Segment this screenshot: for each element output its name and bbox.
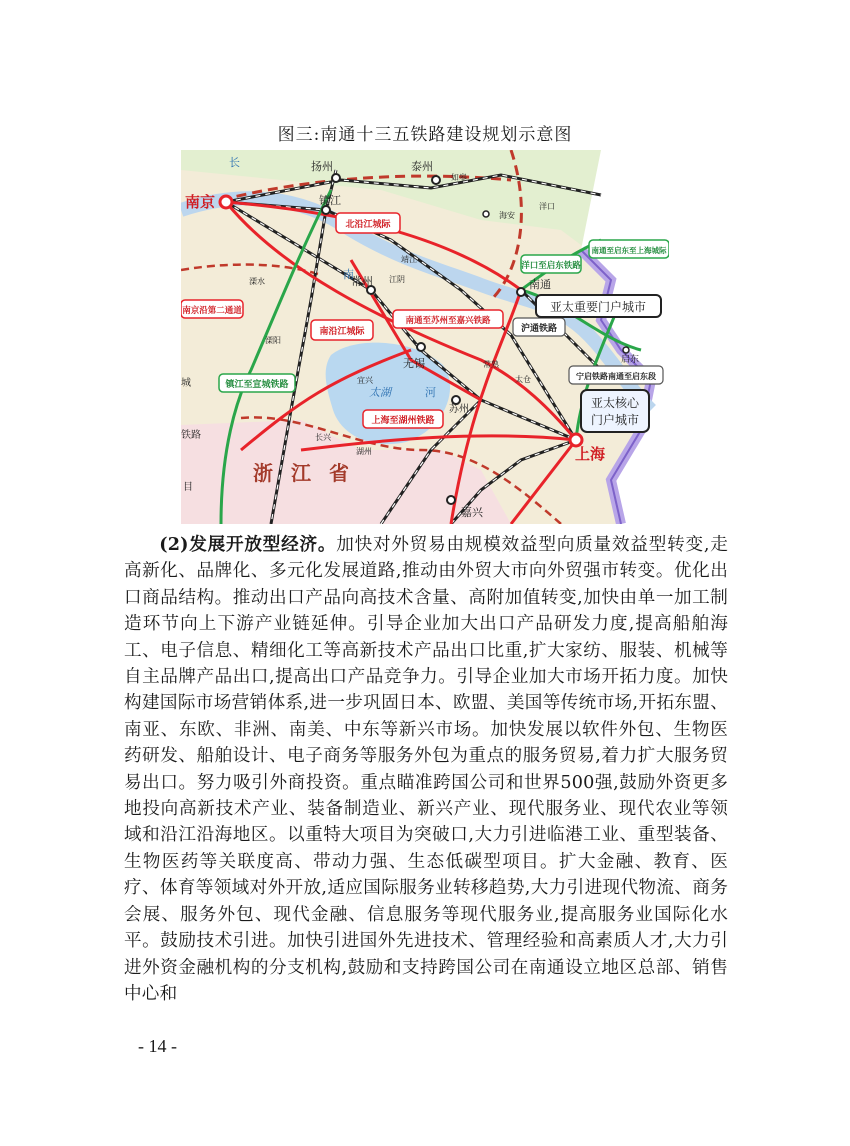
map-label-wuxi: 无锡 <box>403 357 425 370</box>
callout-nanjing-second: 南京沿第二通道 <box>182 306 242 316</box>
map-label-jiangyin: 江阴 <box>389 275 405 284</box>
map-label-taihu: 太湖 <box>369 386 391 399</box>
map-label-jiaxing: 嘉兴 <box>461 506 483 519</box>
railway-map <box>181 150 669 524</box>
map-label-rugao: 如皋 <box>451 173 467 182</box>
page-number: - 14 - <box>138 1036 177 1056</box>
map-label-nantong: 南通 <box>529 278 551 291</box>
map-label-suzhou: 苏州 <box>449 404 469 415</box>
callout-core-gateway-line1: 亚太核心 <box>590 396 640 410</box>
map-label-qidong: 启东 <box>621 355 640 365</box>
map-label-edge-lu: 铁路 <box>181 430 201 441</box>
map-label-changshu: 常熟 <box>483 360 499 369</box>
map-label-zhenjiang: 镇江 <box>319 194 341 207</box>
map-label-changxing: 长兴 <box>315 433 331 442</box>
map-label-taicang: 太仓 <box>515 375 531 384</box>
body-paragraph <box>124 532 728 1007</box>
paragraph-body: 加快对外贸易由规模效益型向质量效益型转变,走高新化、品牌化、多元化发展道路,推动由外贸大市向外贸强市转变。优化出口商品结构。推动出口产品向高技术含量、高附加值转变,加快由单一加工制造环节向上下游产业链延伸。引导企业加大出口产品研发力度,提高船舶海工、电子信息、精细化工等高新技术产品出口比重,扩大家纺、服装、机械等自主品牌产品出口,提高出口产品竞争力。引导企业加大市场开拓力度。加快构建国际市场营销体系,进一步巩固日本、欧盟、美国等传统市场,开拓东盟、南亚、东欧、非洲、南美、中东等新兴市场。加快发展以软件外包、生物医药研发、船舶设计、电子商务等服务外包为重点的服务贸易,着力扩大服务贸易出口。努力吸引外商投资。重点瞄准跨国公司和世界500强,鼓励外资更多地投向高新技术产业、装备制造业、新兴产业、现代服务业、现代农业等领域和沿江沿海地区。以重特大项目为突破口,大力引进临港工业、重型装备、生物医药等关联度高、带动力强、生态低碳型项目。扩大金融、教育、医疗、体育等领域对外开放,适应国际服务业转移趋势,大力引进现代物流、商务会展、服务外包、现代金融、信息服务等现代服务业,提高服务业国际化水平。鼓励技术引进。加快引进国外先进技术、管理经验和高素质人才,大力引进外资金融机构的分支机构,鼓励和支持跨国公司在南通设立地区总部、销售中心和 <box>124 535 728 1004</box>
paragraph-lead: (2)发展开放型经济。 <box>159 534 337 555</box>
map-label-taizhou: 泰州 <box>411 160 433 173</box>
callout-core-gateway-line2: 门户城市 <box>590 413 640 427</box>
map-label-zhejiang: 浙江省 <box>253 461 367 485</box>
map-label-liyang: 溧阳 <box>265 336 281 345</box>
map-label-huzhou: 湖州 <box>356 447 372 456</box>
map-label-edge-mu: 目 <box>183 482 193 493</box>
callout-yangkou-qidong: 洋口至启东铁路 <box>521 261 581 271</box>
map-label-changzhou: 常州 <box>351 275 373 288</box>
figure-title: 图三:南通十三五铁路建设规划示意图 <box>277 125 573 145</box>
callout-south-river-line: 南沿江城际 <box>319 327 365 337</box>
callout-ningqi: 宁启铁路南通至启东段 <box>576 372 656 381</box>
map-label-nanjing: 南京 <box>185 193 216 211</box>
map-label-edge-cheng: 城 <box>181 378 191 389</box>
callout-shanghai-huzhou: 上海至湖州铁路 <box>371 416 435 426</box>
map-label-yixing: 宜兴 <box>357 376 373 385</box>
callout-gateway-city: 亚太重要门户城市 <box>549 300 647 314</box>
map-label-river-he: 河 <box>425 386 436 399</box>
callout-zhenjiang-xuancheng: 镇江至宣城铁路 <box>225 380 289 390</box>
map-label-river-nan: 南 <box>343 268 354 281</box>
map-label-haian: 海安 <box>499 211 515 220</box>
callout-north-river-line: 北沿江城际 <box>345 220 391 230</box>
callout-nantong-suzhou-jiaxing: 南通至苏州至嘉兴铁路 <box>405 316 491 326</box>
map-label-river-chang: 长 <box>229 156 240 169</box>
callout-hutong: 沪通铁路 <box>520 324 558 334</box>
callout-nantong-qidong-shanghai: 南通至启东至上海城际 <box>591 246 667 255</box>
map-label-shanghai: 上海 <box>575 445 606 463</box>
map-label-jingjiang: 靖江 <box>401 255 417 264</box>
map-label-yangkou: 洋口 <box>539 202 555 211</box>
map-label-yangzhou: 扬州 <box>311 160 333 173</box>
map-label-lishui: 溧水 <box>249 277 265 286</box>
